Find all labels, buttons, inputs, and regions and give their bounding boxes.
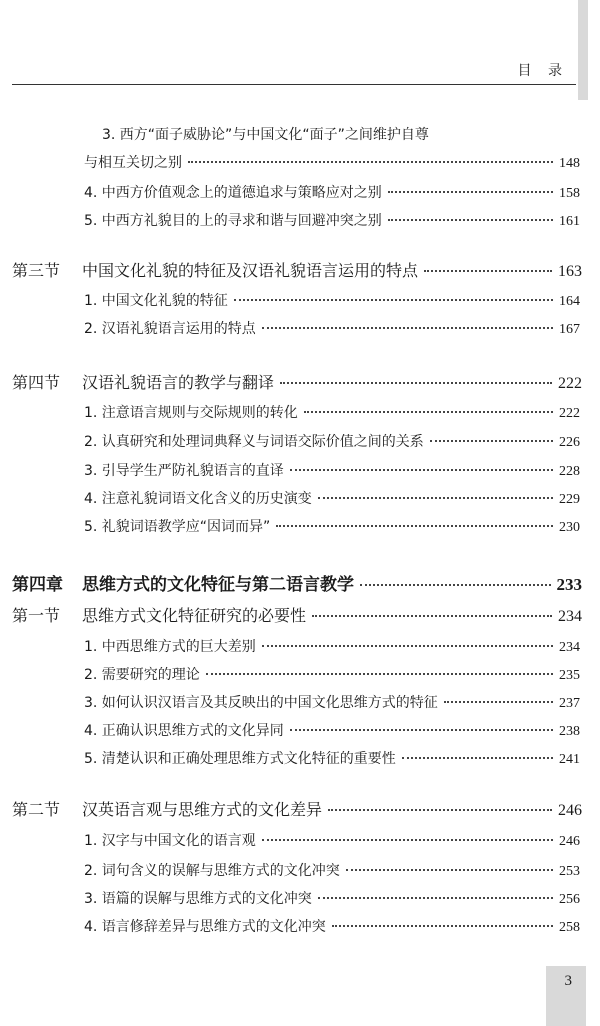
entry-title: 3. 引导学生严防礼貌语言的直译 — [84, 463, 284, 479]
toc-item-entry — [84, 182, 580, 202]
entry-title: 思维方式的文化特征与第二语言教学 — [82, 575, 354, 595]
toc-chapter-entry — [12, 570, 582, 595]
dot-leader — [360, 584, 551, 586]
running-header: 目 录 — [517, 63, 568, 79]
dot-leader — [430, 440, 553, 442]
dot-leader — [346, 869, 553, 871]
entry-title: 1. 中国文化礼貌的特征 — [84, 293, 228, 309]
entry-page-number: 229 — [559, 492, 580, 507]
entry-page-number: 235 — [559, 668, 580, 683]
entry-title: 与相互关切之别 — [84, 155, 182, 171]
entry-page-number: 256 — [559, 892, 580, 907]
entry-page-number: 167 — [559, 322, 580, 337]
dot-leader — [290, 469, 553, 471]
entry-title: 2. 汉语礼貌语言运用的特点 — [84, 321, 256, 337]
entry-title: 1. 注意语言规则与交际规则的转化 — [84, 405, 298, 421]
entry-page-number: 246 — [559, 834, 580, 849]
toc-item-entry — [84, 888, 580, 908]
entry-page-number: 164 — [559, 294, 580, 309]
entry-page-number: 237 — [559, 696, 580, 711]
entry-title: 2. 词句含义的误解与思维方式的文化冲突 — [84, 863, 340, 879]
dot-leader — [188, 161, 553, 163]
toc-item-entry — [84, 152, 580, 172]
toc-item-entry — [84, 488, 580, 508]
toc-item-entry — [84, 210, 580, 230]
entry-title: 4. 语言修辞差异与思维方式的文化冲突 — [84, 919, 326, 935]
entry-page-number: 228 — [559, 464, 580, 479]
entry-title: 汉英语言观与思维方式的文化差异 — [82, 800, 323, 819]
dot-leader — [318, 497, 553, 499]
toc-item-entry — [84, 916, 580, 936]
toc-item-entry — [84, 460, 580, 480]
dot-leader — [318, 897, 553, 899]
dot-leader — [328, 809, 552, 811]
entry-page-number: 222 — [558, 375, 582, 392]
entry-page-number: 163 — [558, 263, 582, 280]
entry-page-number: 238 — [559, 724, 580, 739]
page-number: 3 — [564, 973, 572, 989]
entry-page-number: 230 — [559, 520, 580, 535]
entry-title: 5. 清楚认识和正确处理思维方式文化特征的重要性 — [84, 751, 396, 767]
entry-page-number: 258 — [559, 920, 580, 935]
dot-leader — [304, 411, 553, 413]
entry-label: 第四章 — [12, 575, 63, 595]
entry-title: 中国文化礼貌的特征及汉语礼貌语言运用的特点 — [82, 261, 419, 280]
entry-label: 第四节 — [12, 373, 61, 392]
toc-item-entry — [84, 748, 580, 768]
dot-leader — [332, 925, 553, 927]
dot-leader — [262, 839, 553, 841]
dot-leader — [276, 525, 553, 527]
header-rule — [12, 84, 576, 85]
entry-title: 4. 注意礼貌词语文化含义的历史演变 — [84, 491, 312, 507]
entry-title: 2. 需要研究的理论 — [84, 667, 200, 683]
toc-section-entry — [12, 797, 582, 820]
toc-item-entry — [84, 860, 580, 880]
entry-page-number: 234 — [558, 608, 582, 625]
page-edge-tab — [578, 0, 588, 100]
entry-title: 3. 西方“面子威胁论”与中国文化“面子”之间维护自尊 — [102, 127, 429, 143]
dot-leader — [262, 327, 553, 329]
entry-title: 3. 如何认识汉语言及其反映出的中国文化思维方式的特征 — [84, 695, 438, 711]
entry-title: 1. 汉字与中国文化的语言观 — [84, 833, 256, 849]
entry-title: 4. 正确认识思维方式的文化异同 — [84, 723, 284, 739]
entry-title: 4. 中西方价值观念上的道德追求与策略应对之别 — [84, 185, 382, 201]
entry-page-number: 253 — [559, 864, 580, 879]
toc-item-entry — [84, 830, 580, 850]
entry-page-number: 148 — [559, 156, 580, 171]
dot-leader — [388, 219, 553, 221]
dot-leader — [402, 757, 553, 759]
toc-item-entry — [84, 692, 580, 712]
toc-item-entry — [84, 720, 580, 740]
entry-title: 思维方式文化特征研究的必要性 — [82, 606, 307, 625]
entry-title: 1. 中西思维方式的巨大差别 — [84, 639, 256, 655]
dot-leader — [234, 299, 553, 301]
toc-section-entry — [12, 370, 582, 393]
toc-item-entry — [84, 516, 580, 536]
dot-leader — [444, 701, 553, 703]
entry-page-number: 158 — [559, 186, 580, 201]
toc-plain-entry — [102, 124, 429, 144]
toc-item-entry — [84, 318, 580, 338]
toc-item-entry — [84, 290, 580, 310]
entry-label: 第三节 — [12, 261, 61, 280]
toc-section-entry — [12, 603, 582, 626]
entry-title: 汉语礼貌语言的教学与翻译 — [82, 373, 275, 392]
dot-leader — [388, 191, 553, 193]
entry-title: 3. 语篇的误解与思维方式的文化冲突 — [84, 891, 312, 907]
entry-title: 5. 礼貌词语教学应“因词而异” — [84, 519, 271, 535]
entry-page-number: 246 — [558, 802, 582, 819]
entry-page-number: 233 — [556, 575, 582, 594]
entry-page-number: 161 — [559, 214, 580, 229]
entry-page-number: 234 — [559, 640, 580, 655]
dot-leader — [290, 729, 553, 731]
entry-page-number: 222 — [559, 406, 580, 421]
toc-item-entry — [84, 431, 580, 451]
entry-label: 第二节 — [12, 800, 61, 819]
dot-leader — [280, 382, 552, 384]
entry-title: 2. 认真研究和处理词典释义与词语交际价值之间的关系 — [84, 434, 424, 450]
entry-page-number: 241 — [559, 752, 580, 767]
dot-leader — [312, 615, 552, 617]
dot-leader — [424, 270, 552, 272]
toc-item-entry — [84, 636, 580, 656]
dot-leader — [206, 673, 553, 675]
entry-title: 5. 中西方礼貌目的上的寻求和谐与回避冲突之别 — [84, 213, 382, 229]
toc-item-entry — [84, 402, 580, 422]
entry-label: 第一节 — [12, 606, 61, 625]
toc-section-entry — [12, 258, 582, 281]
dot-leader — [262, 645, 553, 647]
toc-item-entry — [84, 664, 580, 684]
entry-page-number: 226 — [559, 435, 580, 450]
